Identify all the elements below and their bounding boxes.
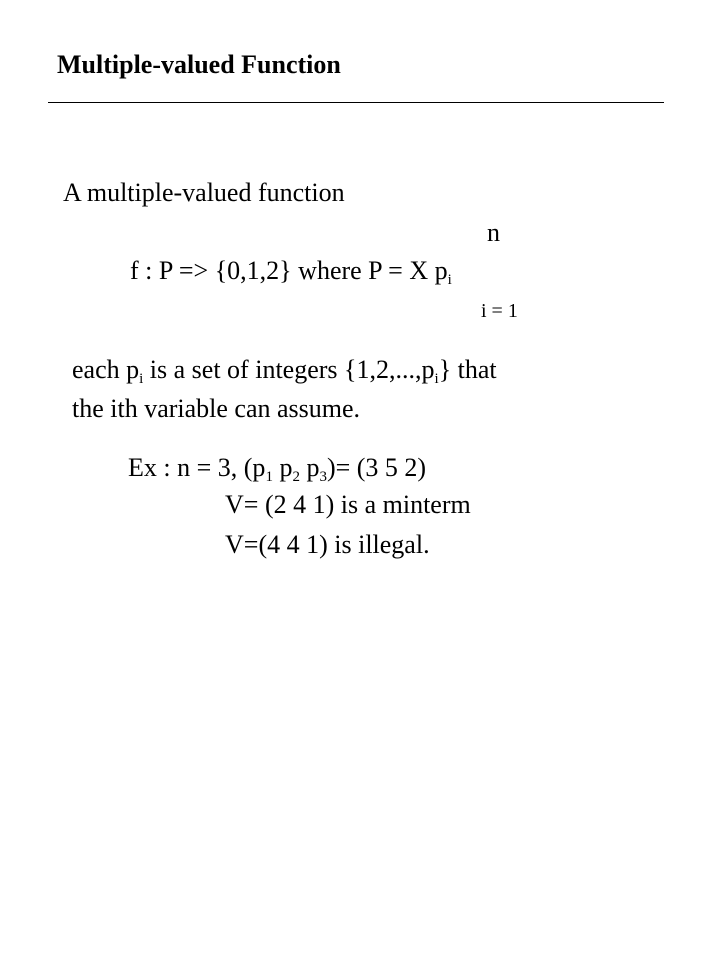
example-sub-2: 2 (292, 469, 300, 485)
example-suffix: )= (3 5 2) (326, 453, 427, 482)
description-sub-2: i (434, 371, 439, 387)
function-formula-text: f : P => {0,1,2} where P = X p (130, 256, 448, 285)
description-sub-1: i (139, 371, 144, 387)
example-mid-1: p (272, 453, 293, 482)
description-line-2: the ith variable can assume. (72, 394, 361, 423)
product-lower-limit: i = 1 (481, 300, 518, 322)
definition-intro: A multiple-valued function (63, 178, 345, 207)
example-sub-1: 1 (265, 469, 273, 485)
example-line-1 (128, 453, 426, 483)
function-formula (130, 256, 452, 286)
example-illegal: V=(4 4 1) is illegal. (225, 530, 430, 559)
example-prefix: Ex : n = 3, (p (128, 453, 266, 482)
product-upper-limit: n (487, 218, 500, 247)
example-sub-3: 3 (319, 469, 327, 485)
example-minterm: V= (2 4 1) is a minterm (225, 490, 471, 519)
description-prefix: each p (72, 355, 140, 384)
formula-subscript: i (447, 272, 452, 288)
description-line-1 (72, 355, 497, 385)
title-divider (48, 102, 664, 103)
example-mid-2: p (299, 453, 320, 482)
slide-title: Multiple-valued Function (57, 50, 341, 79)
description-suffix: } that (438, 355, 497, 384)
description-middle: is a set of integers {1,2,...,p (143, 355, 435, 384)
